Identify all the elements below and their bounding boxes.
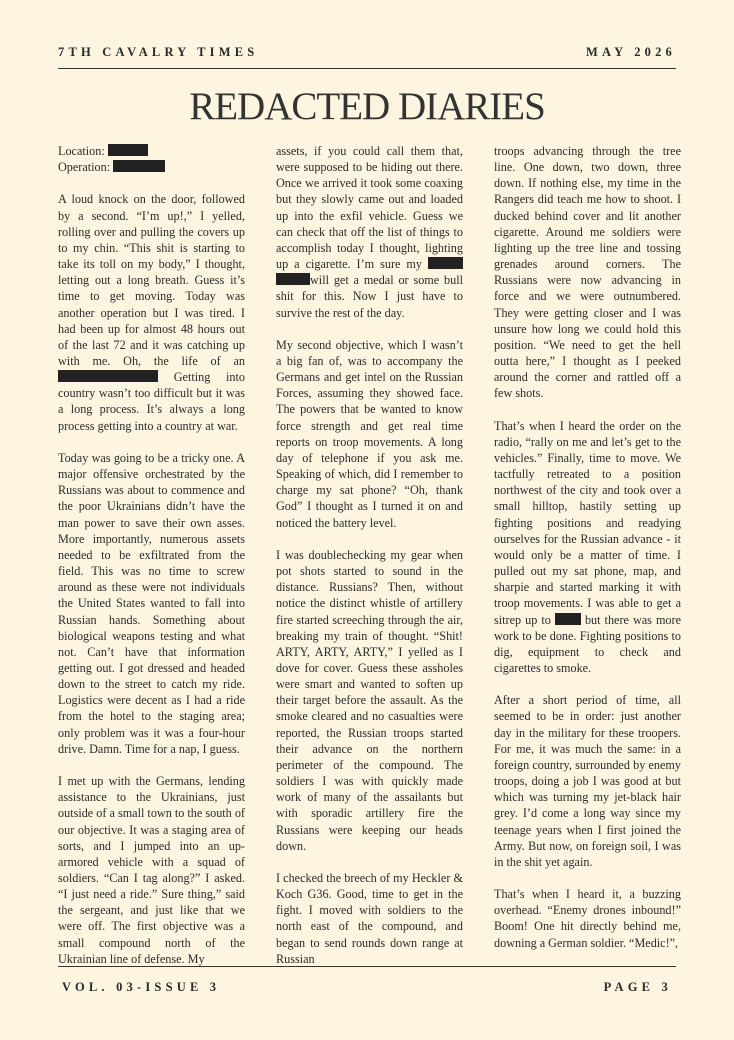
top-rule (58, 68, 676, 69)
column-2 (276, 143, 463, 983)
page-number: PAGE 3 (603, 980, 672, 994)
column-3 (494, 143, 681, 967)
publication-name: 7TH CAVALRY TIMES (58, 45, 259, 59)
article-meta (58, 143, 245, 175)
redaction-bar (428, 257, 463, 269)
paragraph: My second objective, which I wasn’t a big fan of, was to accompany the Germans and get intel on the Russian Forces, assuming they showed face. The powers that be wanted to know force strength and get real time reports on troop movements. A long day of telephone if you ask me. Speaking of which, did I remember to charge my sat phone? “Oh, thank God” I thought as I turned it on and noticed the battery level. (276, 337, 463, 530)
paragraph: I was doublechecking my gear when pot shots started to sound in the distance. Russians? Then, without notice the distinct whistle of artillery fire started screeching through the air, breaking my train of thought. “Shit! ARTY, ARTY, ARTY,” I yelled as I dove for cover. Guess these assholes were smart and wanted to soften up their target before the assault. As the smoke cleared and no casualties were reported, the Russian troops started their advance on the northern perimeter of the compound. The soldiers I was with quickly made work of many of the assailants but with sporadic artillery fire the Russians were keeping our heads down. (276, 547, 463, 853)
redaction-bar (58, 370, 158, 382)
bottom-rule (58, 966, 676, 967)
redaction-bar (108, 144, 148, 156)
paragraph: troops advancing through the tree line. One down, two down, three down. If nothing else, my time in the Rangers did teach me how to shoot. I ducked behind cover and lit another cigarette. Around me soldiers were lighting up the tree line and tossing grenades around corners. The Russians were now advancing in force and we were outnumbered. They were getting closer and I was unsure how long we could hold this position. “We need to get the hell outta here,” I thought as I peeked around the corner and rattled off a few shots. (494, 144, 681, 401)
article-title: REDACTED DIARIES (189, 85, 545, 128)
operation-label: Operation: (58, 160, 111, 175)
location-label: Location: (58, 144, 105, 158)
masthead (58, 45, 676, 60)
paragraph: I met up with the Germans, lending assistance to the Ukrainians, just outside of a small town to the south of our objective. It was a staging area of sorts, and I jumped into an up-armored vehicle with a squad of soldiers. “Can I tag along?” I asked. “I just need a ride.” Sure thing,” said the sergeant, and just like that we were off. The first objective was a small compound north of the Ukrainian line of defense. My (58, 774, 245, 966)
paragraph: After a short period of time, all seemed to be in order: just another day in the military for these troopers. For me, it was much the same: in a foreign country, surrounded by enemy troops, doing a job I was good at but which was turning my jet-black hair grey. I’d come a long way since my teenage years when I first joined the Army. But now, on foreign soil, I was in the shit yet again. (494, 693, 681, 869)
paragraph: That’s when I heard it, a buzzing overhead. “Enemy drones inbound!” Boom! One hit directly behind me, downing a German soldier. “Medic!”, (494, 887, 681, 950)
paragraph: I checked the breech of my Heckler & Koch G36. Good, time to get in the fight. I moved with soldiers to the north east of the compound, and began to send rounds down range at Russian (276, 870, 463, 966)
redaction-bar (276, 273, 310, 285)
paragraph: assets, if you could call them that, were supposed to be hiding out there. Once we arrived it took some coaxing but they slowly came out and loaded up into the exfil vehicle. Guess we can check that off the list of things to accomplish today I thought, lighting up a cigarette. I’m sure my will get a medal or some bull shit for this. Now I just have to survive the rest of the day. (276, 144, 463, 320)
redaction-bar (555, 613, 581, 625)
redaction-bar (113, 160, 165, 172)
paragraph: A loud knock on the door, followed by a second. “I’m up!,” I yelled, rolling over and pulling the covers up to my chin. “This shit is starting to take its toll on my body,” I thought, letting out a long breath. Guess it’s time to get moving. Today was another operation but I was tired. I had been up for almost 48 hours out of the last 72 and it was catching up with me. Oh, the life of an Getting into country wasn’t too difficult but it was a long process. It’s always a long process getting into a country at war. (58, 192, 245, 433)
paragraph: That’s when I heard the order on the radio, “rally on me and let’s get to the vehicles.” Finally, time to move. We tactfully retreated to a position northwest of the city and took over a small hilltop, hastily setting up fighting positions and readying ourselves for the Russian advance - it would only be a matter of time. I pulled out my sat phone, map, and sharpie and started marking it with troop movements. I was able to get a sitrep up to but there was more work to be done. Fighting positions to dig, equipment to check and cigarettes to smoke. (494, 418, 681, 675)
volume-issue: VOL. 03-ISSUE 3 (62, 980, 221, 994)
page-footer (62, 980, 672, 995)
paragraph: Today was going to be a tricky one. A major offensive orchestrated by the Russians was about to commence and the poor Ukrainians didn’t have the man power to save their own asses. More importantly, numerous assets needed to be exfiltrated from the field. This was no time to screw around as these were not individuals the United States wanted to fall into Russian hands. Something about biological weapons testing and what not. Can’t have that information getting out. I got dressed and headed down to the street to catch my ride. Logistics were decent as I had a ride from the hotel to the staging area; only problem was it was a four-hour drive. Damn. Time for a nap, I guess. (58, 450, 245, 756)
issue-date: MAY 2026 (586, 45, 676, 59)
column-1 (58, 143, 245, 983)
